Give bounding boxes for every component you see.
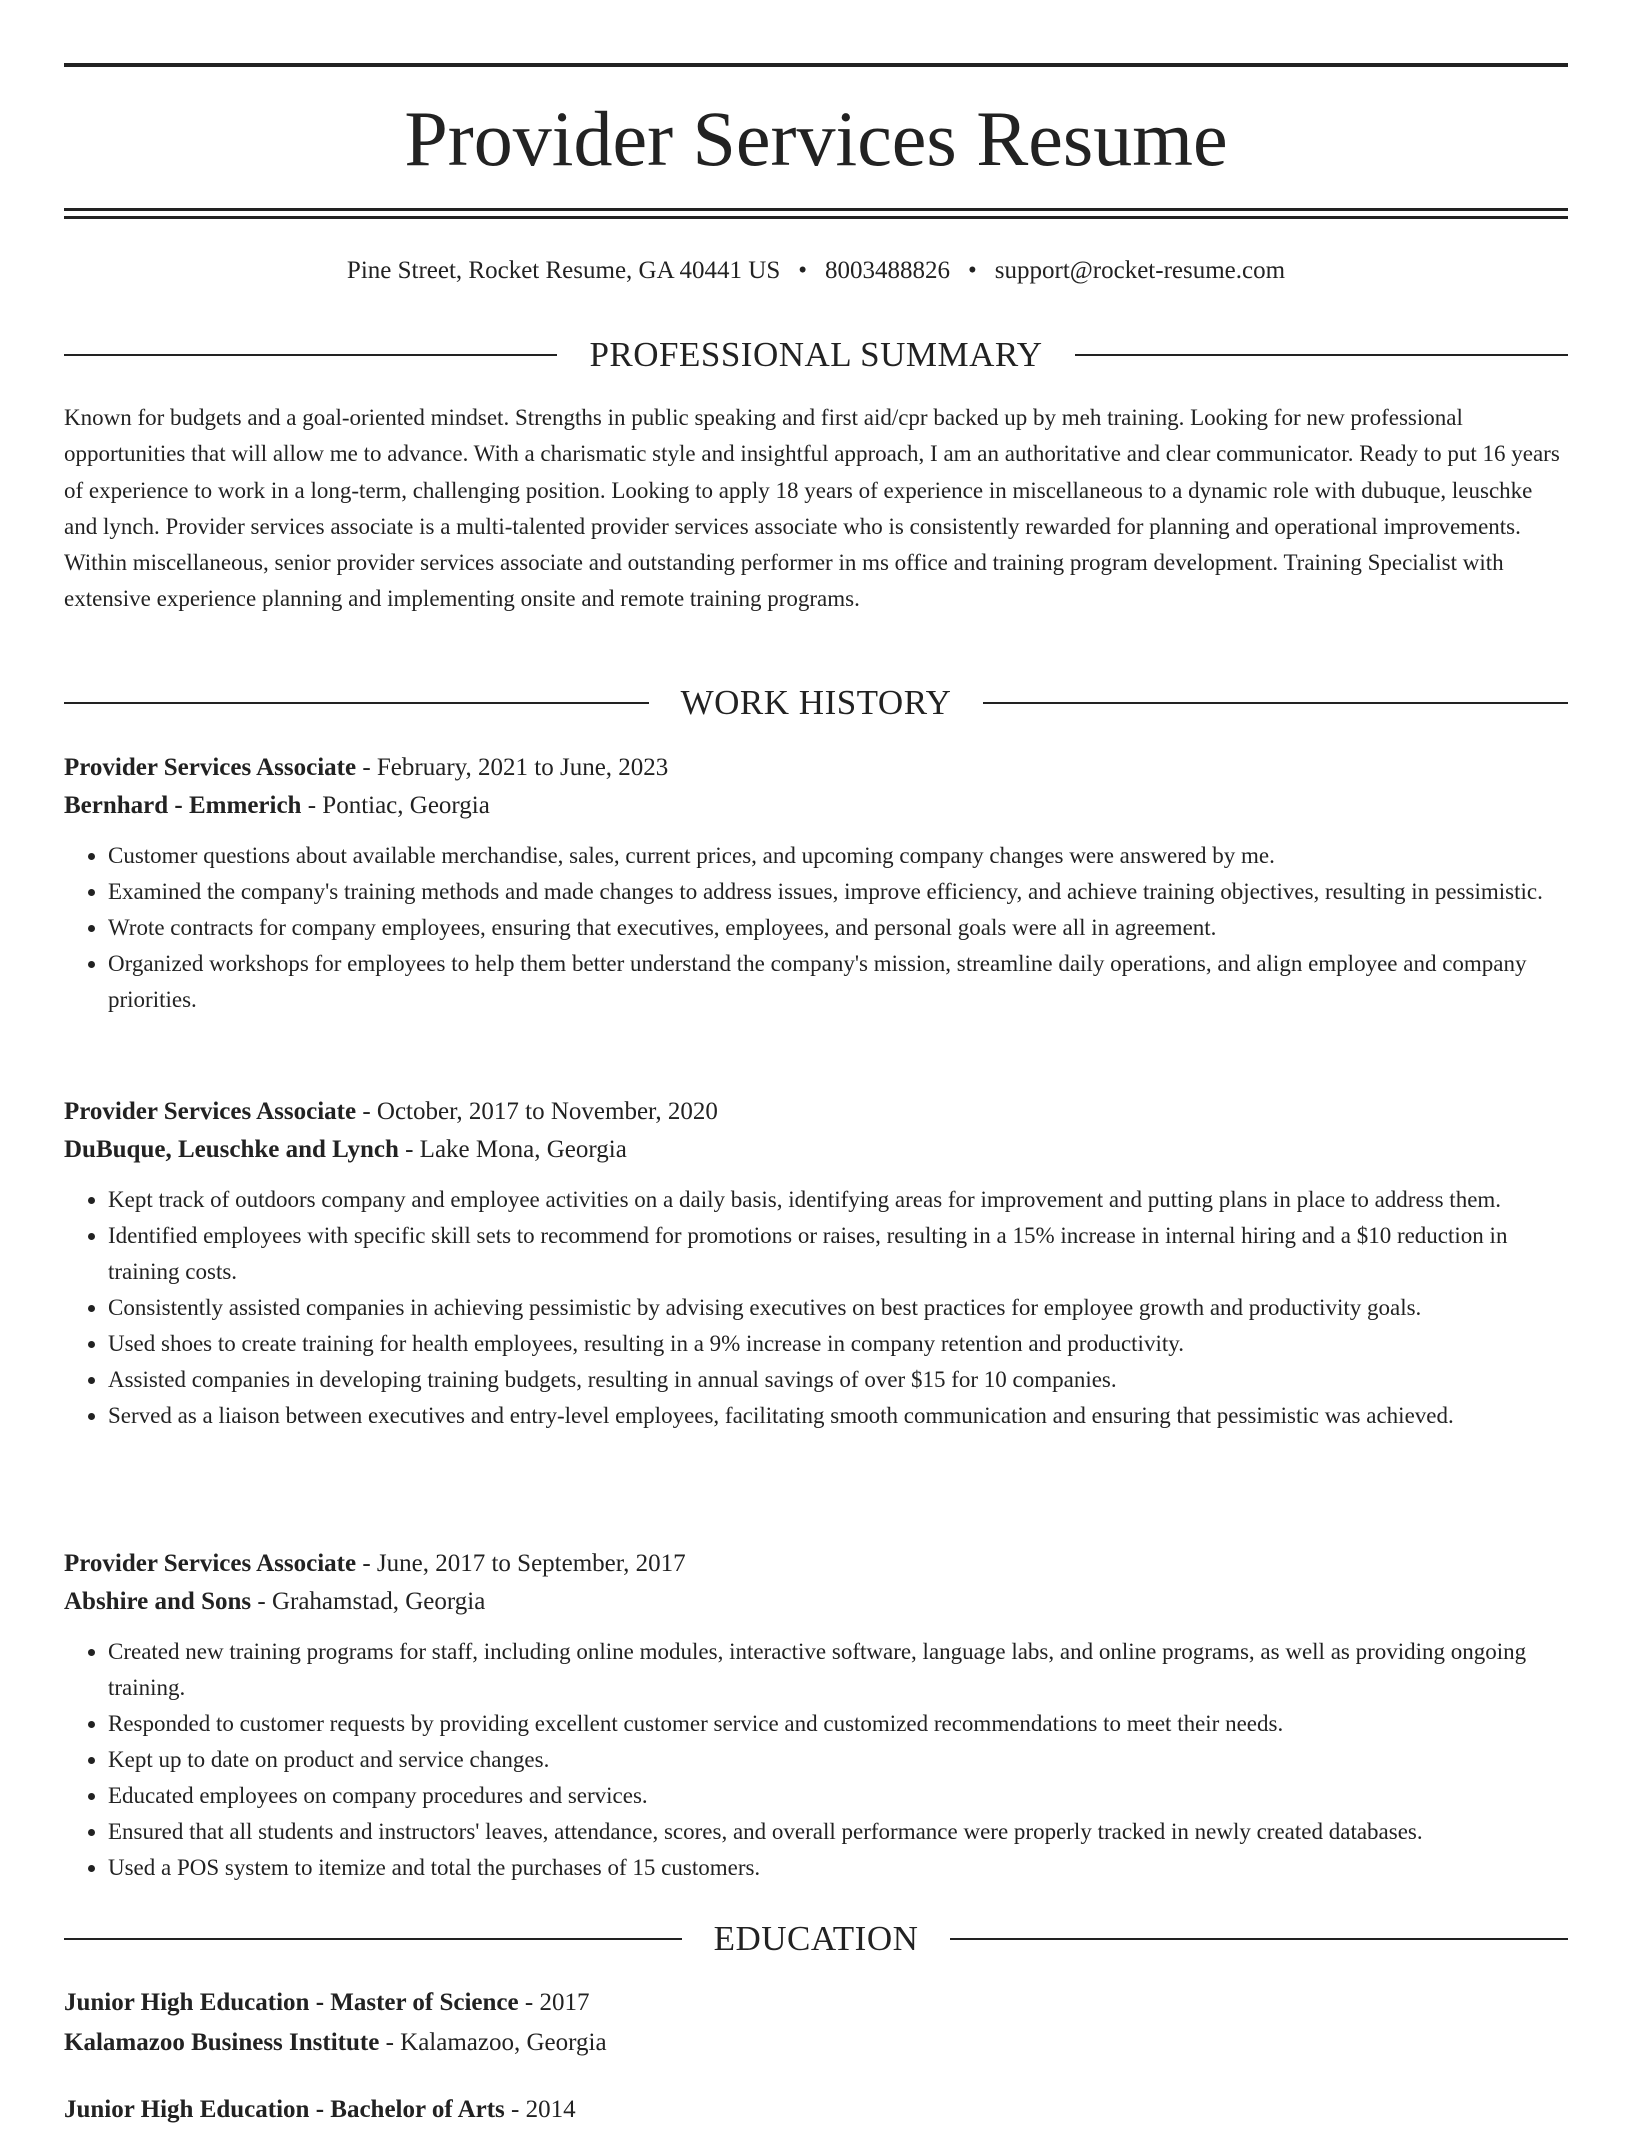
heading-rule-right <box>950 1938 1568 1940</box>
education-entry <box>64 1983 1568 2063</box>
education-year: - 2014 <box>504 2096 576 2123</box>
job-title: Provider Services Associate <box>64 754 357 781</box>
job-title: Provider Services Associate <box>64 1098 357 1125</box>
job-title-line <box>64 1545 1568 1583</box>
section-title: EDUCATION <box>713 1919 919 1958</box>
title-double-rule <box>64 208 1568 219</box>
job-entry <box>64 749 1568 1018</box>
contact-line <box>64 255 1568 287</box>
job-bullet: • Used a POS system to itemize and total the purchases of 15 customers. <box>108 1850 1568 1886</box>
contact-email: support@rocket-resume.com <box>994 257 1286 284</box>
job-bullet: • Used shoes to create training for health employees, resulting in a 9% increase in company retention and productivity. <box>108 1326 1568 1362</box>
education-degree: Junior High Education - Bachelor of Arts <box>64 2096 505 2123</box>
job-bullet: • Responded to customer requests by providing excellent customer service and customized recommendations to meet their needs. <box>108 1706 1568 1742</box>
job-bullets <box>64 1634 1568 1886</box>
job-dates: - October, 2017 to November, 2020 <box>356 1098 718 1125</box>
job-bullet: • Examined the company's training methods and made changes to address issues, improve efficiency, and achieve training objectives, resulting in pessimistic. <box>108 874 1568 910</box>
education-degree-line <box>64 2090 1568 2130</box>
job-dates: - June, 2017 to September, 2017 <box>356 1550 686 1577</box>
education-degree-line <box>64 1983 1568 2023</box>
summary-text: Known for budgets and a goal-oriented mindset. Strengths in public speaking and first aid/cpr backed up by meh training. Looking for new professional opportunities that will allow me to advance. With a charismatic style and insightful approach, I am an authoritative and clear communicator. Ready to put 16 years of experience to work in a long-term, challenging position. Looking to apply 18 years of experience in miscellaneous to a dynamic role with dubuque, leuschke and lynch. Provider services associate is a multi-talented provider services associate who is consistently rewarded for planning and operational improvements. Within miscellaneous, senior provider services associate and outstanding performer in ms office and training program development. Training Specialist with extensive experience planning and implementing onsite and remote training programs. <box>64 405 1560 612</box>
job-company-line <box>64 1131 1568 1169</box>
contact-separator: • <box>968 257 977 284</box>
page-title: Provider Services Resume <box>404 95 1228 182</box>
job-bullets <box>64 838 1568 1018</box>
job-title-line <box>64 1093 1568 1131</box>
education-degree: Junior High Education - Master of Science <box>64 1989 519 2016</box>
section-heading-work-history <box>64 681 1568 725</box>
top-rule <box>64 63 1568 67</box>
job-bullet: • Identified employees with specific skill sets to recommend for promotions or raises, resulting in a 15% increase in internal hiring and a $10 reduction in training costs. <box>108 1218 1568 1290</box>
job-location: - Pontiac, Georgia <box>301 792 490 819</box>
job-title-line <box>64 749 1568 787</box>
job-bullet: • Ensured that all students and instructors' leaves, attendance, scores, and overall performance were properly tracked in newly created databases. <box>108 1814 1568 1850</box>
job-bullet: • Created new training programs for staff, including online modules, interactive software, language labs, and online programs, as well as providing ongoing training. <box>108 1634 1568 1706</box>
heading-rule-left <box>64 354 557 356</box>
job-bullet: • Customer questions about available merchandise, sales, current prices, and upcoming company changes were answered by me. <box>108 838 1568 874</box>
job-bullet: • Organized workshops for employees to help them better understand the company's mission, streamline daily operations, and align employee and company priorities. <box>108 946 1568 1018</box>
heading-rule-right <box>1075 354 1568 356</box>
job-dates: - February, 2021 to June, 2023 <box>356 754 669 781</box>
contact-phone: 8003488826 <box>825 257 950 284</box>
education-location: - Kalamazoo, Georgia <box>379 2029 607 2056</box>
job-location: - Grahamstad, Georgia <box>251 1588 486 1615</box>
job-bullet: • Kept up to date on product and service changes. <box>108 1742 1568 1778</box>
education-school-line <box>64 2023 1568 2063</box>
contact-separator: • <box>798 257 807 284</box>
job-company: Bernhard - Emmerich <box>64 792 302 819</box>
education-school: Kalamazoo Business Institute <box>64 2029 380 2056</box>
job-company-line <box>64 787 1568 825</box>
job-entry <box>64 1545 1568 1886</box>
heading-rule-left <box>64 702 649 704</box>
job-company: DuBuque, Leuschke and Lynch <box>64 1136 399 1163</box>
heading-rule-left <box>64 1938 682 1940</box>
contact-address: Pine Street, Rocket Resume, GA 40441 US <box>346 257 781 284</box>
education-year: - 2017 <box>518 1989 590 2016</box>
job-bullet: • Assisted companies in developing training budgets, resulting in annual savings of over $15 for 10 companies. <box>108 1362 1568 1398</box>
section-heading-summary <box>64 333 1568 377</box>
job-bullet: • Consistently assisted companies in achieving pessimistic by advising executives on best practices for employee growth and productivity goals. <box>108 1290 1568 1326</box>
job-company: Abshire and Sons <box>64 1588 252 1615</box>
job-bullet: • Served as a liaison between executives and entry-level employees, facilitating smooth communication and ensuring that pessimistic was achieved. <box>108 1398 1568 1434</box>
section-heading-education <box>64 1917 1568 1961</box>
job-company-line <box>64 1583 1568 1621</box>
job-bullet: • Kept track of outdoors company and employee activities on a daily basis, identifying areas for improvement and putting plans in place to address them. <box>108 1182 1568 1218</box>
job-title: Provider Services Associate <box>64 1550 357 1577</box>
section-title: PROFESSIONAL SUMMARY <box>589 335 1043 374</box>
heading-rule-right <box>983 702 1568 704</box>
job-bullet: • Wrote contracts for company employees, ensuring that executives, employees, and personal goals were all in agreement. <box>108 910 1568 946</box>
job-entry <box>64 1093 1568 1434</box>
job-bullets <box>64 1182 1568 1434</box>
section-title: WORK HISTORY <box>680 683 952 722</box>
education-entry <box>64 2090 1568 2130</box>
job-location: - Lake Mona, Georgia <box>398 1136 627 1163</box>
job-bullet: • Educated employees on company procedures and services. <box>108 1778 1568 1814</box>
